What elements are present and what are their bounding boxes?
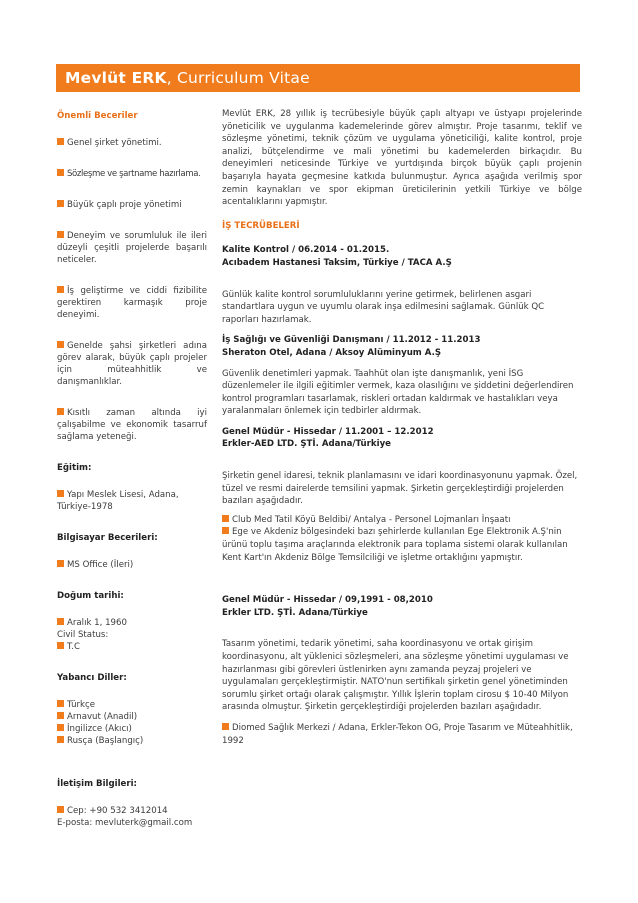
skill-item: Genelde şahsi şirketleri adına görev alarak, büyük çaplı projeler için müteahhitlik ve danışmanlıklar. — [57, 341, 207, 387]
job-company: Erkler LTD. ŞTİ. Adana/Türkiye — [222, 607, 368, 618]
contact-heading: İletişim Bilgileri: — [57, 779, 137, 789]
languages-heading: Yabancı Diller: — [57, 673, 127, 683]
language-item: Arnavut (Anadil) — [57, 711, 207, 723]
project-item: Diomed Sağlık Merkezi / Adana, Erkler-Tekon OG, Proje Tasarım ve Müteahhitlik, 1992 — [222, 722, 573, 746]
page-title — [65, 69, 310, 87]
project-item: Club Med Tatil Köyü Beldibi/ Antalya - Personel Lojmanları İnşaatı — [222, 514, 582, 527]
summary-paragraph: Mevlüt ERK, 28 yıllık iş tecrübesiyle büyük çaplı altyapı ve üstyapı projelerinde yöneticilik ve uygulanma kademelerinde görev almıştır. Proje tasarımı, teklif ve sözleşme yönetimi, teknik çözüm ve uygulama yöneticiliği, kalite kontrol, proje analizi, bütçelendirme ve mali yönetimi bu kademelerden birkaçıdır. Bu deneyimleri neticesinde Türkiye ve yurtdışında birçok büyük çaplı projenin başarıyla hayata geçmesine katkıda bulunmuştur. Ayrıca aşağıda verilmiş spor zemin kaynakları ve spor ekipman üreticilerinin yetkili Türkiye ve bölge acentalıklarını yapmıştır. — [222, 109, 582, 208]
experience-heading: İŞ TECRÜBELERİ — [222, 220, 300, 231]
bullet-square-icon — [222, 527, 229, 534]
language-item: Türkçe — [57, 699, 207, 711]
bullet-square-icon — [57, 408, 64, 415]
skill-item: Deneyim ve sorumluluk ile ileri düzeyli çeşitli projelerde başarılı neticeler. — [57, 231, 207, 265]
birth-date-value: Aralık 1, 1960 — [57, 617, 207, 629]
job-company: Sheraton Otel, Adana / Aksoy Alüminyum A.Ş — [222, 347, 442, 358]
bullet-square-icon — [57, 490, 64, 497]
job-description: Güvenlik denetimleri yapmak. Taahhüt olan işte danışmanlık, yeni İSG düzenlemeler ile ilgili eğitimler vermek, kaza olasılığını ve şiddetini değerlendiren kontrol programları tasarlamak, riskleri ortadan kaldırmak ve hastalıkları veya yaralanmaları önlemek için tedbirler aldırmak. — [222, 368, 574, 417]
phone-number: Cep: +90 532 3412014 — [57, 805, 207, 817]
job-description: Tasarım yönetimi, tedarik yönetimi, saha koordinasyonu ve ortak girişim koordinasyonu, alt yüklenici sözleşmeleri, ana sözleşme yönetimi uygulaması ve hazırlanması gibi görevleri üstlenirken aynı zamanda peyzaj projeleri ve uygulamaları gerçekleştirmiştir. NATO'nun sertifikalı şirketin genel yönetiminden sorumlu şirket ortağı olarak çalışmıştır. Yıllık İşlerin toplam cirosu $ 10-40 Milyon arasında olmuştur. Şirketin gerçekleştirdiği projelerden bazıları aşağıdadır. — [222, 639, 569, 713]
bullet-square-icon — [57, 724, 64, 731]
bullet-square-icon — [57, 736, 64, 743]
job-title: Genel Müdür - Hissedar / 09,1991 - 08,2010 — [222, 595, 433, 606]
language-item: Rusça (Başlangıç) — [57, 735, 207, 747]
birth-date-heading: Doğum tarihi: — [57, 591, 124, 601]
civil-status-value: T.C — [57, 641, 207, 653]
education-item: Yapı Meslek Lisesi, Adana, Türkiye-1978 — [57, 490, 179, 512]
bullet-square-icon — [57, 286, 64, 293]
job-description: Günlük kalite kontrol sorumluluklarını yerine getirmek, belirlenen asgari standartlara uygun ve uyumlu olarak inşa edilmesini sağlamak. Günlük QC raporları hazırlamak. — [222, 289, 545, 325]
job-company: Erkler-AED LTD. ŞTİ. Adana/Türkiye — [222, 439, 392, 450]
cv-subtitle: Curriculum Vitae — [177, 69, 310, 87]
bullet-square-icon — [57, 560, 64, 567]
skill-item: Kısıtlı zaman altında iyi çalışabilme ve ekonomik tasarruf sağlama yeteneği. — [57, 408, 207, 442]
skill-item: Genel şirket yönetimi. — [57, 137, 207, 149]
person-name: Mevlüt ERK — [65, 69, 167, 87]
bullet-square-icon — [57, 618, 64, 625]
computer-skills-heading: Bilgisayar Becerileri: — [57, 533, 158, 543]
bullet-square-icon — [222, 515, 229, 522]
left-column — [57, 110, 207, 829]
education-heading: Eğitim: — [57, 463, 92, 473]
email-address[interactable]: E-posta: mevluterk@gmail.com — [57, 818, 193, 828]
bullet-square-icon — [57, 642, 64, 649]
computer-skill-item: MS Office (İleri) — [57, 559, 207, 571]
cv-header-bar — [56, 64, 580, 92]
bullet-square-icon — [57, 200, 64, 207]
skill-item: İş geliştirme ve ciddi fizibilite gerektiren karmaşık proje deneyimi. — [57, 286, 207, 320]
right-column — [222, 108, 582, 747]
civil-status-label: Civil Status: — [57, 630, 109, 640]
skills-heading: Önemli Beceriler — [57, 111, 138, 121]
language-item: İngilizce (Akıcı) — [57, 723, 207, 735]
bullet-square-icon — [57, 169, 64, 176]
skill-item: Sözleşme ve şartname hazırlama. — [57, 168, 207, 180]
skill-item: Büyük çaplı proje yönetimi — [57, 199, 207, 211]
job-title: Genel Müdür - Hissedar / 11.2001 – 12.2012 — [222, 426, 434, 437]
bullet-square-icon — [222, 723, 229, 730]
job-title: İş Sağlığı ve Güvenliği Danışmanı / 11.2012 - 11.2013 — [222, 335, 481, 346]
title-separator: , — [166, 69, 177, 87]
bullet-square-icon — [57, 806, 64, 813]
job-description: Şirketin genel idaresi, teknik planlamasını ve idari koordinasyonunu yapmak. Özel, tüzel ve resmi dairelerde temsilini yapmak. Şirketin gerçekleştirdiği projelerden bazıları aşağıdadır. — [222, 471, 578, 507]
job-company: Acıbadem Hastanesi Taksim, Türkiye / TACA A.Ş — [222, 257, 452, 268]
bullet-square-icon — [57, 712, 64, 719]
bullet-square-icon — [57, 138, 64, 145]
job-title: Kalite Kontrol / 06.2014 - 01.2015. — [222, 245, 390, 256]
bullet-square-icon — [57, 700, 64, 707]
bullet-square-icon — [57, 341, 64, 348]
bullet-square-icon — [57, 231, 64, 238]
project-item: Ege ve Akdeniz bölgesindeki bazı şehirlerde kullanılan Ege Elektronik A.Ş'nin ürünü toplu taşıma araçlarında elektronik para toplama sistemi olarak kullanılan Kent Kart'ın Akdeniz Bölge Temsilciliği ve işletme ortaklığını yapmıştır. — [222, 527, 568, 563]
